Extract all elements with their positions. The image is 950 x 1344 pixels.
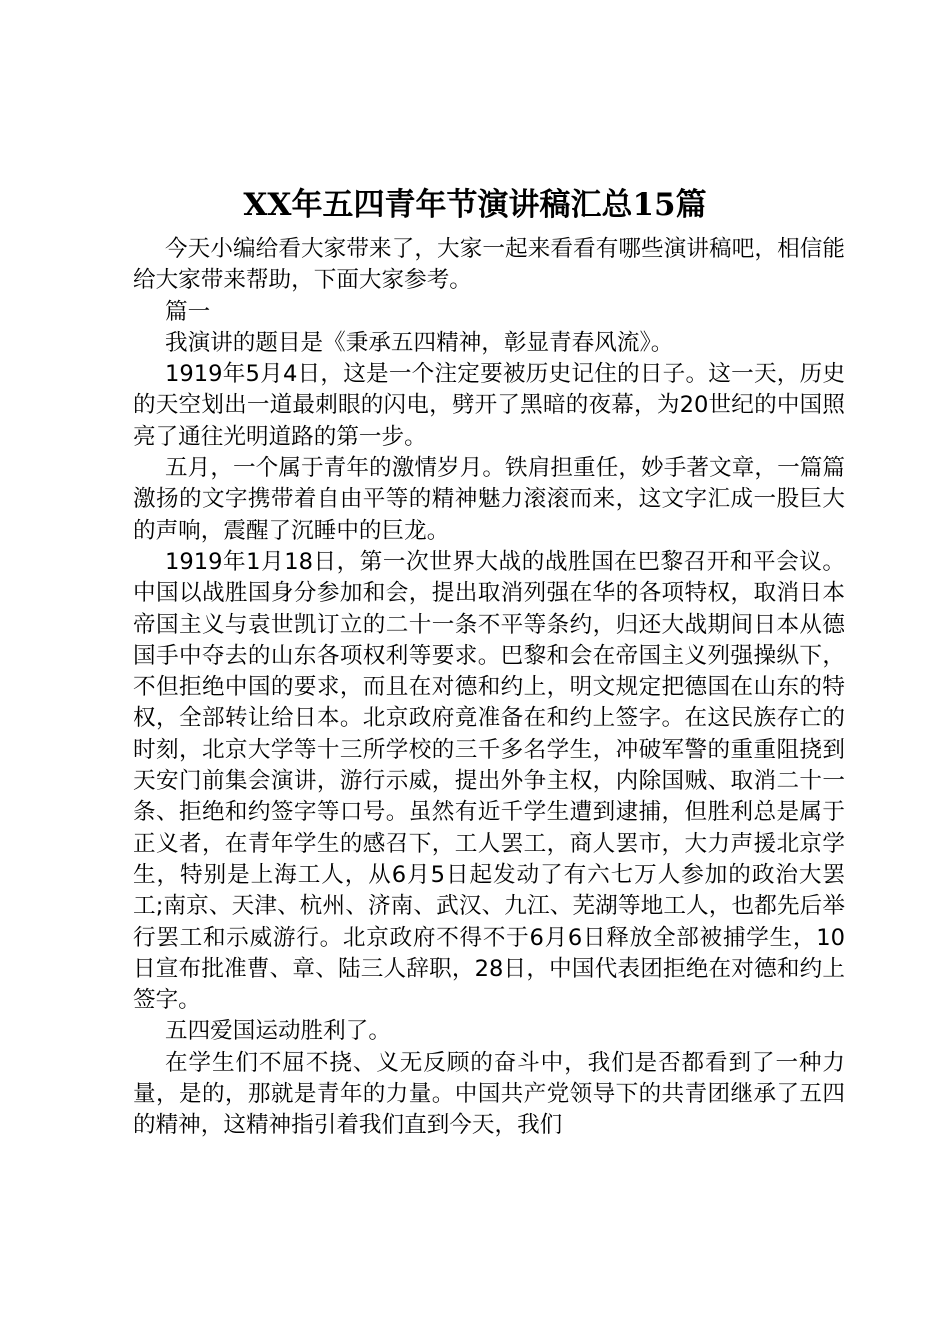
section-heading: 篇一 [165,298,211,325]
paragraph: 在学生们不屈不挠、义无反顾的奋斗中，我们是否都看到了一种力量，是的，那就是青年的力量。中国共产党领导下的共青团继承了五四的精神，这精神指引着我们直到今天，我们 [133,1049,845,1139]
document-body [133,234,845,1142]
paragraph: 五月，一个属于青年的激情岁月。铁肩担重任，妙手著文章，一篇篇激扬的文字携带着自由平等的精神魅力滚滚而来，这文字汇成一股巨大的声响，震醒了沉睡中的巨龙。 [133,455,845,544]
paragraph: 1919年5月4日，这是一个注定要被历史记住的日子。这一天，历史的天空划出一道最刺眼的闪电，劈开了黑暗的夜幕，为20世纪的中国照亮了通往光明道路的第一步。 [133,361,845,450]
document-title: XX年五四青年节演讲稿汇总15篇 [243,187,707,223]
paragraph: 我演讲的题目是《秉承五四精神，彰显青春风流》。 [165,329,674,356]
paragraph-intro: 今天小编给看大家带来了，大家一起来看看有哪些演讲稿吧，相信能给大家带来帮助，下面大家参考。 [133,236,845,294]
paragraph: 五四爱国运动胜利了。 [165,1018,391,1045]
paragraph: 1919年1月18日，第一次世界大战的战胜国在巴黎召开和平会议。中国以战胜国身分参加和会，提出取消列强在华的各项特权，取消日本帝国主义与袁世凯订立的二十一条不平等条约，归还大战期间日本从德国手中夺去的山东各项权利等要求。巴黎和会在帝国主义列强操纵下，不但拒绝中国的要求，而且在对德和约上，明文规定把德国在山东的特权，全部转让给日本。北京政府竟准备在和约上签字。在这民族存亡的时刻，北京大学等十三所学校的三千多名学生，冲破军警的重重阻挠到天安门前集会演讲，游行示威，提出外争主权，内除国贼、取消二十一条、拒绝和约签字等口号。虽然有近千学生遭到逮捕，但胜利总是属于正义者，在青年学生的感召下，工人罢工，商人罢市，大力声援北京学生，特别是上海工人，从6月5日起发动了有六七万人参加的政治大罢工;南京、天津、杭州、济南、武汉、九江、芜湖等地工人，也都先后举行罢工和示威游行。北京政府不得不于6月6日释放全部被捕学生，10日宣布批准曹、章、陆三人辞职，28日，中国代表团拒绝在对德和约上签字。 [133,548,845,1014]
